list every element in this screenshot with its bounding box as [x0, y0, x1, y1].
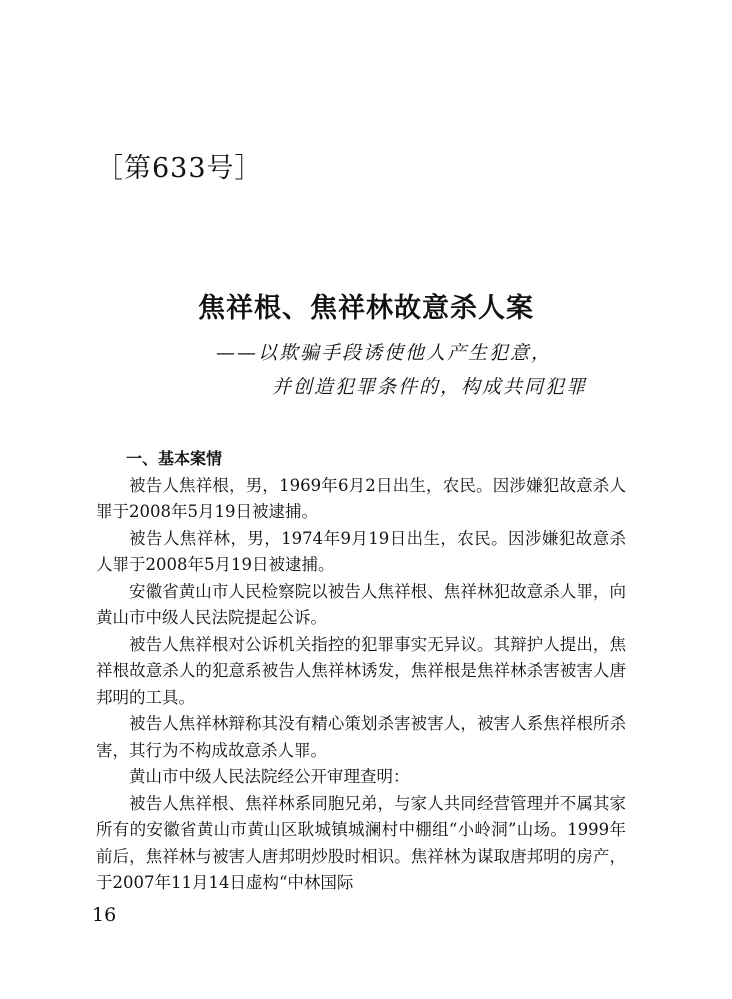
paragraph: 被告人焦祥根，男，1969年6月2日出生，农民。因涉嫌犯故意杀人罪于2008年5月19日被逮捕。: [96, 475, 626, 521]
paragraph: 被告人焦祥根、焦祥林系同胞兄弟，与家人共同经营管理并不属其家所有的安徽省黄山市黄山区耿城镇城澜村中棚组“小岭洞”山场。1999年前后，焦祥林与被害人唐邦明炒股时相识。焦祥林为谋取唐邦明的房产，于2007年11月14日虚构“中林国际: [96, 793, 626, 892]
paragraph: 被告人焦祥根对公诉机关指控的犯罪事实无异议。其辩护人提出，焦祥根故意杀人的犯意系被告人焦祥林诱发，焦祥根是焦祥林杀害被害人唐邦明的工具。: [96, 634, 626, 707]
case-number: ［第633号］: [96, 153, 263, 184]
case-subtitle-line-1: ——以欺骗手段诱使他人产生犯意，: [216, 342, 553, 364]
case-subtitle-line-2: 并创造犯罪条件的，构成共同犯罪: [272, 376, 588, 398]
paragraph: 黄山市中级人民法院经公开审理查明：: [129, 767, 410, 786]
section-heading: 一、基本案情: [126, 449, 223, 468]
case-title: 焦祥根、焦祥林故意杀人案: [198, 293, 534, 324]
paragraph: 被告人焦祥林辩称其没有精心策划杀害被害人，被害人系焦祥根所杀害，其行为不构成故意杀人罪。: [96, 714, 626, 760]
paragraph: 被告人焦祥林，男，1974年9月19日出生，农民。因涉嫌犯故意杀人罪于2008年5月19日被逮捕。: [96, 528, 626, 574]
document-body: [96, 446, 626, 897]
page-number: 16: [92, 904, 117, 926]
paragraph: 安徽省黄山市人民检察院以被告人焦祥根、焦祥林犯故意杀人罪，向黄山市中级人民法院提起公诉。: [96, 581, 626, 627]
